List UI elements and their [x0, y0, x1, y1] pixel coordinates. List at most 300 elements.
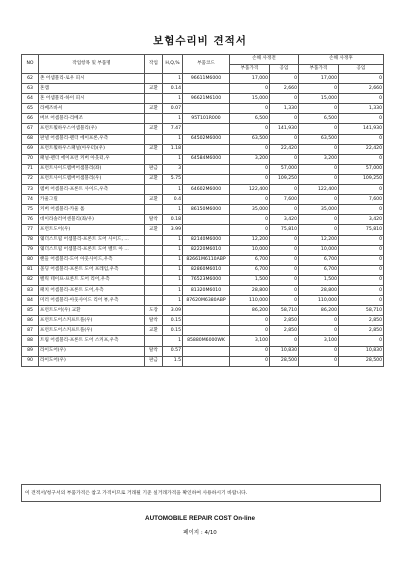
table-cell: 핸들 어셈블리-도어 아웃사이드,우측 [39, 255, 145, 265]
table-cell: 122,400 [230, 185, 270, 195]
table-row [22, 74, 384, 84]
table-row [22, 205, 384, 215]
table-cell: 1,500 [230, 275, 270, 285]
table-cell: 64602M6000 [183, 185, 230, 195]
table-row [22, 275, 384, 285]
table-row [22, 144, 384, 154]
table-cell: 63,500 [230, 134, 270, 144]
table-row [22, 336, 384, 346]
table-cell: 카울그릴 [39, 195, 145, 205]
table-cell: 프런트도어스커프트플(우) [39, 326, 145, 336]
page-number: 페이지 : 4/10 [183, 530, 217, 536]
table-cell: 패치 어셈블리-프론트 도어,우측 [39, 285, 145, 295]
table-cell [183, 316, 230, 326]
table-cell: 프런트휠하우스어셈블리(우) [39, 124, 145, 134]
table-cell [145, 134, 163, 144]
table-cell: 7,600 [270, 195, 299, 205]
table-cell: 74 [22, 195, 39, 205]
table-cell: 0.15 [163, 316, 183, 326]
table-cell [183, 84, 230, 94]
table-cell: 웨더스트립 어셈블리-프론트 도어 사이드, ... [39, 235, 145, 245]
table-cell: 0 [270, 285, 299, 295]
table-cell: 96621M6100 [183, 94, 230, 104]
table-cell: 57,000 [339, 164, 384, 174]
table-cell: 3,100 [230, 336, 270, 346]
table-cell: 86,200 [299, 306, 339, 316]
table-cell: 0.57 [163, 346, 183, 356]
table-cell: 10,830 [270, 346, 299, 356]
table-cell: 90 [22, 356, 39, 366]
table-cell: 3.09 [163, 306, 183, 316]
table-cell [183, 104, 230, 114]
table-cell: 혼캡 [39, 84, 145, 94]
table-cell: 0 [299, 346, 339, 356]
table-cell: 67 [22, 124, 39, 134]
table-cell: 80 [22, 255, 39, 265]
table-cell: 109,250 [339, 174, 384, 184]
table-cell: 2,850 [339, 316, 384, 326]
table-cell: 28,500 [339, 356, 384, 366]
table-cell [183, 326, 230, 336]
table-cell: 교환 [145, 326, 163, 336]
table-row [22, 195, 384, 205]
header-part-price-after: 부품가격 [299, 64, 339, 74]
table-cell: 64584M6000 [183, 154, 230, 164]
table-cell: 0 [230, 164, 270, 174]
table-row [22, 306, 384, 316]
table-cell: 22,420 [270, 144, 299, 154]
table-row [22, 225, 384, 235]
table-cell: 141,930 [339, 124, 384, 134]
table-cell: 0 [299, 174, 339, 184]
table-cell: 86150M6000 [183, 205, 230, 215]
table-cell: 0 [339, 265, 384, 275]
table-row [22, 164, 384, 174]
table-cell: 2,850 [339, 326, 384, 336]
table-cell: 0.15 [163, 326, 183, 336]
table-cell: 1 [163, 74, 183, 84]
table-cell: 0 [339, 74, 384, 84]
table-cell: 0.14 [163, 84, 183, 94]
table-cell: 3 [163, 164, 183, 174]
table-cell [145, 74, 163, 84]
table-cell: 28,500 [270, 356, 299, 366]
table-cell: 프런트도어(우) 교환 [39, 306, 145, 316]
table-cell: 35,000 [230, 205, 270, 215]
table-cell: 0 [270, 154, 299, 164]
table-cell: 트림 어셈블리-프론트 도어 스커프,우측 [39, 336, 145, 346]
table-cell: 탈착 [145, 316, 163, 326]
table-cell: 17,000 [230, 74, 270, 84]
table-cell: 교환 [145, 174, 163, 184]
table-row [22, 296, 384, 306]
table-cell: 22,420 [339, 144, 384, 154]
table-cell: 0 [230, 356, 270, 366]
header-no: NO [22, 55, 39, 74]
table-cell [183, 195, 230, 205]
table-cell: 0 [339, 205, 384, 215]
table-cell: 6,700 [299, 255, 339, 265]
table-cell: 0 [230, 316, 270, 326]
table-cell: 63,500 [299, 134, 339, 144]
table-cell [145, 114, 163, 124]
table-cell: 3,420 [339, 215, 384, 225]
header-row-1 [22, 55, 384, 65]
table-cell: 0 [270, 185, 299, 195]
table-cell: 0 [299, 316, 339, 326]
table-cell: 0 [230, 124, 270, 134]
table-cell: 58,710 [339, 306, 384, 316]
table-cell: 12,200 [230, 235, 270, 245]
table-cell: 28,800 [299, 285, 339, 295]
table-cell [183, 124, 230, 134]
table-cell: 0 [299, 356, 339, 366]
table-cell: 77 [22, 225, 39, 235]
table-cell: 0 [339, 94, 384, 104]
table-cell: 0 [339, 185, 384, 195]
table-cell: 0 [270, 134, 299, 144]
table-cell: 혼 어셈블리-하이 피시 [39, 94, 145, 104]
table-cell: 15,000 [230, 94, 270, 104]
table-cell: 0 [270, 74, 299, 84]
table-cell: 1 [163, 134, 183, 144]
table-cell: 79 [22, 245, 39, 255]
table-cell: 6,700 [299, 265, 339, 275]
table-cell: 10,830 [339, 346, 384, 356]
table-cell [183, 346, 230, 356]
table-cell: 85 [22, 306, 39, 316]
table-cell: 0 [339, 235, 384, 245]
table-row [22, 285, 384, 295]
table-cell [183, 164, 230, 174]
table-cell: 0 [339, 134, 384, 144]
table-cell: 0 [270, 94, 299, 104]
table-cell: 110,000 [299, 296, 339, 306]
table-cell: 0 [339, 255, 384, 265]
table-cell: 판금 [145, 356, 163, 366]
table-cell: 1 [163, 245, 183, 255]
table-cell: 84 [22, 296, 39, 306]
table-cell: 1,500 [299, 275, 339, 285]
table-cell: 0 [230, 215, 270, 225]
table-cell: 1.18 [163, 144, 183, 154]
table-cell: 프런트사이드멤버어셈블리(우) [39, 174, 145, 184]
table-cell: 0 [339, 285, 384, 295]
footer-brand: AUTOMOBILE REPAIR COST On-line [145, 515, 255, 522]
table-row [22, 94, 384, 104]
table-cell: 촌 어셈블리-로우 피시 [39, 74, 145, 84]
table-cell: 0 [339, 245, 384, 255]
table-cell: 72 [22, 174, 39, 184]
table-cell [145, 94, 163, 104]
table-cell: 66 [22, 114, 39, 124]
table-cell: 2,660 [270, 84, 299, 94]
table-cell [183, 306, 230, 316]
table-row [22, 134, 384, 144]
table-cell: 6,700 [230, 265, 270, 275]
table-cell: 0 [299, 195, 339, 205]
table-cell: 패널-펜더 에이프런 커버 아웃터,우 [39, 154, 145, 164]
table-cell: 라베즈바셔 [39, 104, 145, 114]
header-item-name: 작업항목 및 부품명 [39, 55, 145, 74]
table-row [22, 104, 384, 114]
table-cell: 1 [163, 235, 183, 245]
table-cell: 1 [163, 265, 183, 275]
table-cell: 15,000 [299, 94, 339, 104]
table-cell [145, 275, 163, 285]
table-cell: 0 [270, 205, 299, 215]
table-cell: 교환 [145, 225, 163, 235]
table-row [22, 185, 384, 195]
table-cell [183, 215, 230, 225]
table-cell: 0 [299, 326, 339, 336]
table-cell: 95T101R000 [183, 114, 230, 124]
table-cell: 교환 [145, 195, 163, 205]
table-cell: 버브 어셈블리-리베조 [39, 114, 145, 124]
header-labor-before: 공임 [270, 64, 299, 74]
table-cell: 1 [163, 336, 183, 346]
table-cell: 76 [22, 215, 39, 225]
table-row [22, 114, 384, 124]
table-cell: 87 [22, 326, 39, 336]
table-cell: 63 [22, 84, 39, 94]
header-before-adjust: 손해 사정전 [230, 55, 299, 65]
table-cell: 81320M6010 [183, 285, 230, 295]
table-cell: 미러 어셈블리-아웃사이드 리어 뷰,우측 [39, 296, 145, 306]
table-cell [145, 154, 163, 164]
table-cell: 교환 [145, 124, 163, 134]
table-cell: 1 [163, 154, 183, 164]
table-cell: 0 [270, 255, 299, 265]
table-cell: 2,660 [339, 84, 384, 94]
table-cell: 110,000 [230, 296, 270, 306]
table-cell: 89 [22, 346, 39, 356]
table-cell: 0 [299, 225, 339, 235]
table-cell: 0 [270, 336, 299, 346]
header-part-price-before: 부품가격 [230, 64, 270, 74]
table-cell [183, 356, 230, 366]
table-cell: 0.18 [163, 215, 183, 225]
table-cell [183, 144, 230, 154]
table-cell: 2,850 [270, 326, 299, 336]
table-cell: 75,810 [270, 225, 299, 235]
table-cell: 122,400 [299, 185, 339, 195]
header-labor-after: 공임 [339, 64, 384, 74]
table-cell: 0 [230, 84, 270, 94]
table-cell: 0 [230, 174, 270, 184]
table-cell: 판금 [145, 164, 163, 174]
table-cell: 1 [163, 205, 183, 215]
table-cell: 73 [22, 185, 39, 195]
table-row [22, 356, 384, 366]
table-cell: 1 [163, 275, 183, 285]
table-cell: 86 [22, 316, 39, 326]
table-cell: 10,000 [299, 245, 339, 255]
table-cell: 교환 [145, 144, 163, 154]
table-row [22, 154, 384, 164]
table-cell: 83 [22, 285, 39, 295]
table-cell: 커버 어셈블리-카울 톱 [39, 205, 145, 215]
table-cell: 87620M6380ABP [183, 296, 230, 306]
table-cell [145, 185, 163, 195]
table-cell: 0 [339, 275, 384, 285]
table-cell: 0 [339, 296, 384, 306]
table-cell: 62 [22, 74, 39, 84]
table-cell: 0 [299, 124, 339, 134]
table-cell: 96611M6000 [183, 74, 230, 84]
table-cell: 판넬 어셈블리-펜더 에이프론,우측 [39, 134, 145, 144]
table-cell: 82140M6000 [183, 235, 230, 245]
table-cell: 3,200 [230, 154, 270, 164]
table-cell: 0 [339, 336, 384, 346]
table-cell: 1 [163, 296, 183, 306]
table-cell: 5.75 [163, 174, 183, 184]
table-row [22, 174, 384, 184]
table-cell: 1 [163, 185, 183, 195]
table-cell: 0 [299, 144, 339, 154]
table-cell: 0 [230, 104, 270, 114]
table-cell: 0.4 [163, 195, 183, 205]
table-cell: 6,700 [230, 255, 270, 265]
table-cell: 0 [230, 326, 270, 336]
table-row [22, 84, 384, 94]
table-cell: 82 [22, 275, 39, 285]
table-cell [183, 174, 230, 184]
table-cell: 0 [230, 195, 270, 205]
table-row [22, 316, 384, 326]
table-cell [145, 285, 163, 295]
table-cell: 0 [230, 346, 270, 356]
table-cell: 멤버 어셈블리-프론트 사이드,우측 [39, 185, 145, 195]
table-cell: 17,000 [299, 74, 339, 84]
table-cell [145, 265, 163, 275]
table-cell: 3.99 [163, 225, 183, 235]
table-cell: 라이도어(우) [39, 356, 145, 366]
table-cell: 0 [299, 84, 339, 94]
table-cell: 1 [163, 94, 183, 104]
table-cell: 2,850 [270, 316, 299, 326]
table-cell: 6,500 [299, 114, 339, 124]
table-cell: 64502M6000 [183, 134, 230, 144]
table-cell: 0 [270, 245, 299, 255]
table-cell [145, 205, 163, 215]
table-cell: 28,800 [230, 285, 270, 295]
table-cell: 0 [339, 114, 384, 124]
table-cell: 교환 [145, 84, 163, 94]
table-cell: 1 [163, 255, 183, 265]
table-row [22, 235, 384, 245]
table-cell: 141,930 [270, 124, 299, 134]
table-cell: 0 [270, 235, 299, 245]
table-row [22, 346, 384, 356]
table-cell: 75 [22, 205, 39, 215]
document-title: 보험수리비 견적서 [153, 35, 247, 47]
table-cell [145, 336, 163, 346]
table-cell: 탈착 [145, 215, 163, 225]
table-cell: 0 [230, 144, 270, 154]
estimate-table [21, 54, 384, 367]
table-cell: 64 [22, 94, 39, 104]
table-cell: 71 [22, 164, 39, 174]
table-cell: 웨더스트립 어셈블리-프론트 도어 벨트 아 ... [39, 245, 145, 255]
table-cell: 0 [270, 275, 299, 285]
table-cell: 프런트사이드멤버어셈블리(좌) [39, 164, 145, 174]
table-cell: 탈착 [145, 346, 163, 356]
table-cell: 0 [299, 215, 339, 225]
table-cell: 1,330 [339, 104, 384, 114]
table-cell: 0 [270, 265, 299, 275]
header-hq: H,Q,% [163, 55, 183, 74]
table-cell: 몰딩 어셈블리-프론트 도어 프레임,우측 [39, 265, 145, 275]
table-cell: 7.47 [163, 124, 183, 134]
table-cell: 1 [163, 114, 183, 124]
table-cell: 10,000 [230, 245, 270, 255]
table-cell: 58,710 [270, 306, 299, 316]
header-work: 작업 [145, 55, 163, 74]
table-row [22, 265, 384, 275]
table-cell: 65 [22, 104, 39, 114]
table-cell: 0 [299, 164, 339, 174]
table-cell: 0 [270, 296, 299, 306]
table-row [22, 124, 384, 134]
table-cell: 78 [22, 235, 39, 245]
table-cell: 라이도어(우) [39, 346, 145, 356]
table-cell: 1.5 [163, 356, 183, 366]
table-cell: 86,200 [230, 306, 270, 316]
table-cell: 교환 [145, 104, 163, 114]
table-cell: 57,000 [270, 164, 299, 174]
table-cell: 81 [22, 265, 39, 275]
table-cell: 88 [22, 336, 39, 346]
table-cell: 프런트도어(우) [39, 225, 145, 235]
table-cell [145, 255, 163, 265]
table-cell [145, 296, 163, 306]
table-row [22, 326, 384, 336]
table-row [22, 215, 384, 225]
table-cell: 6,500 [230, 114, 270, 124]
table-cell: 85880M6000WK [183, 336, 230, 346]
table-cell: 35,000 [299, 205, 339, 215]
header-part-code: 부품코드 [183, 55, 230, 74]
table-cell: 3,200 [299, 154, 339, 164]
table-cell: 1,330 [270, 104, 299, 114]
header-after-adjust: 손해 사정후 [299, 55, 384, 65]
table-cell: 3,100 [299, 336, 339, 346]
table-cell: 프런트도어스커프트플(우) [39, 316, 145, 326]
table-cell: 프런트휠하우스패널(아우터)(우) [39, 144, 145, 154]
table-cell: 82661M6110ABP [183, 255, 230, 265]
table-cell: 0 [299, 104, 339, 114]
table-row [22, 255, 384, 265]
table-cell: 12,200 [299, 235, 339, 245]
table-cell: 82860M6010 [183, 265, 230, 275]
table-cell: 70 [22, 154, 39, 164]
table-cell: 109,250 [270, 174, 299, 184]
table-cell: 75,810 [339, 225, 384, 235]
table-cell: 데이라솔러어센블리(좌/우) [39, 215, 145, 225]
table-cell: 69 [22, 144, 39, 154]
table-cell [183, 225, 230, 235]
table-cell: 0 [270, 114, 299, 124]
table-cell: 벨릭 테이프-프론트 도어 리어,우측 [39, 275, 145, 285]
table-cell: 3,420 [270, 215, 299, 225]
table-cell: 82220M6010 [183, 245, 230, 255]
table-cell: 1 [163, 285, 183, 295]
table-cell [145, 235, 163, 245]
price-notice: 이 견적서/청구서의 부품가격은 참고 가격이므로 거래될 기준 실거래가격을 확인하여 사용하시기 바랍니다. [21, 484, 381, 502]
table-cell: 0.07 [163, 104, 183, 114]
table-cell: 0 [230, 225, 270, 235]
